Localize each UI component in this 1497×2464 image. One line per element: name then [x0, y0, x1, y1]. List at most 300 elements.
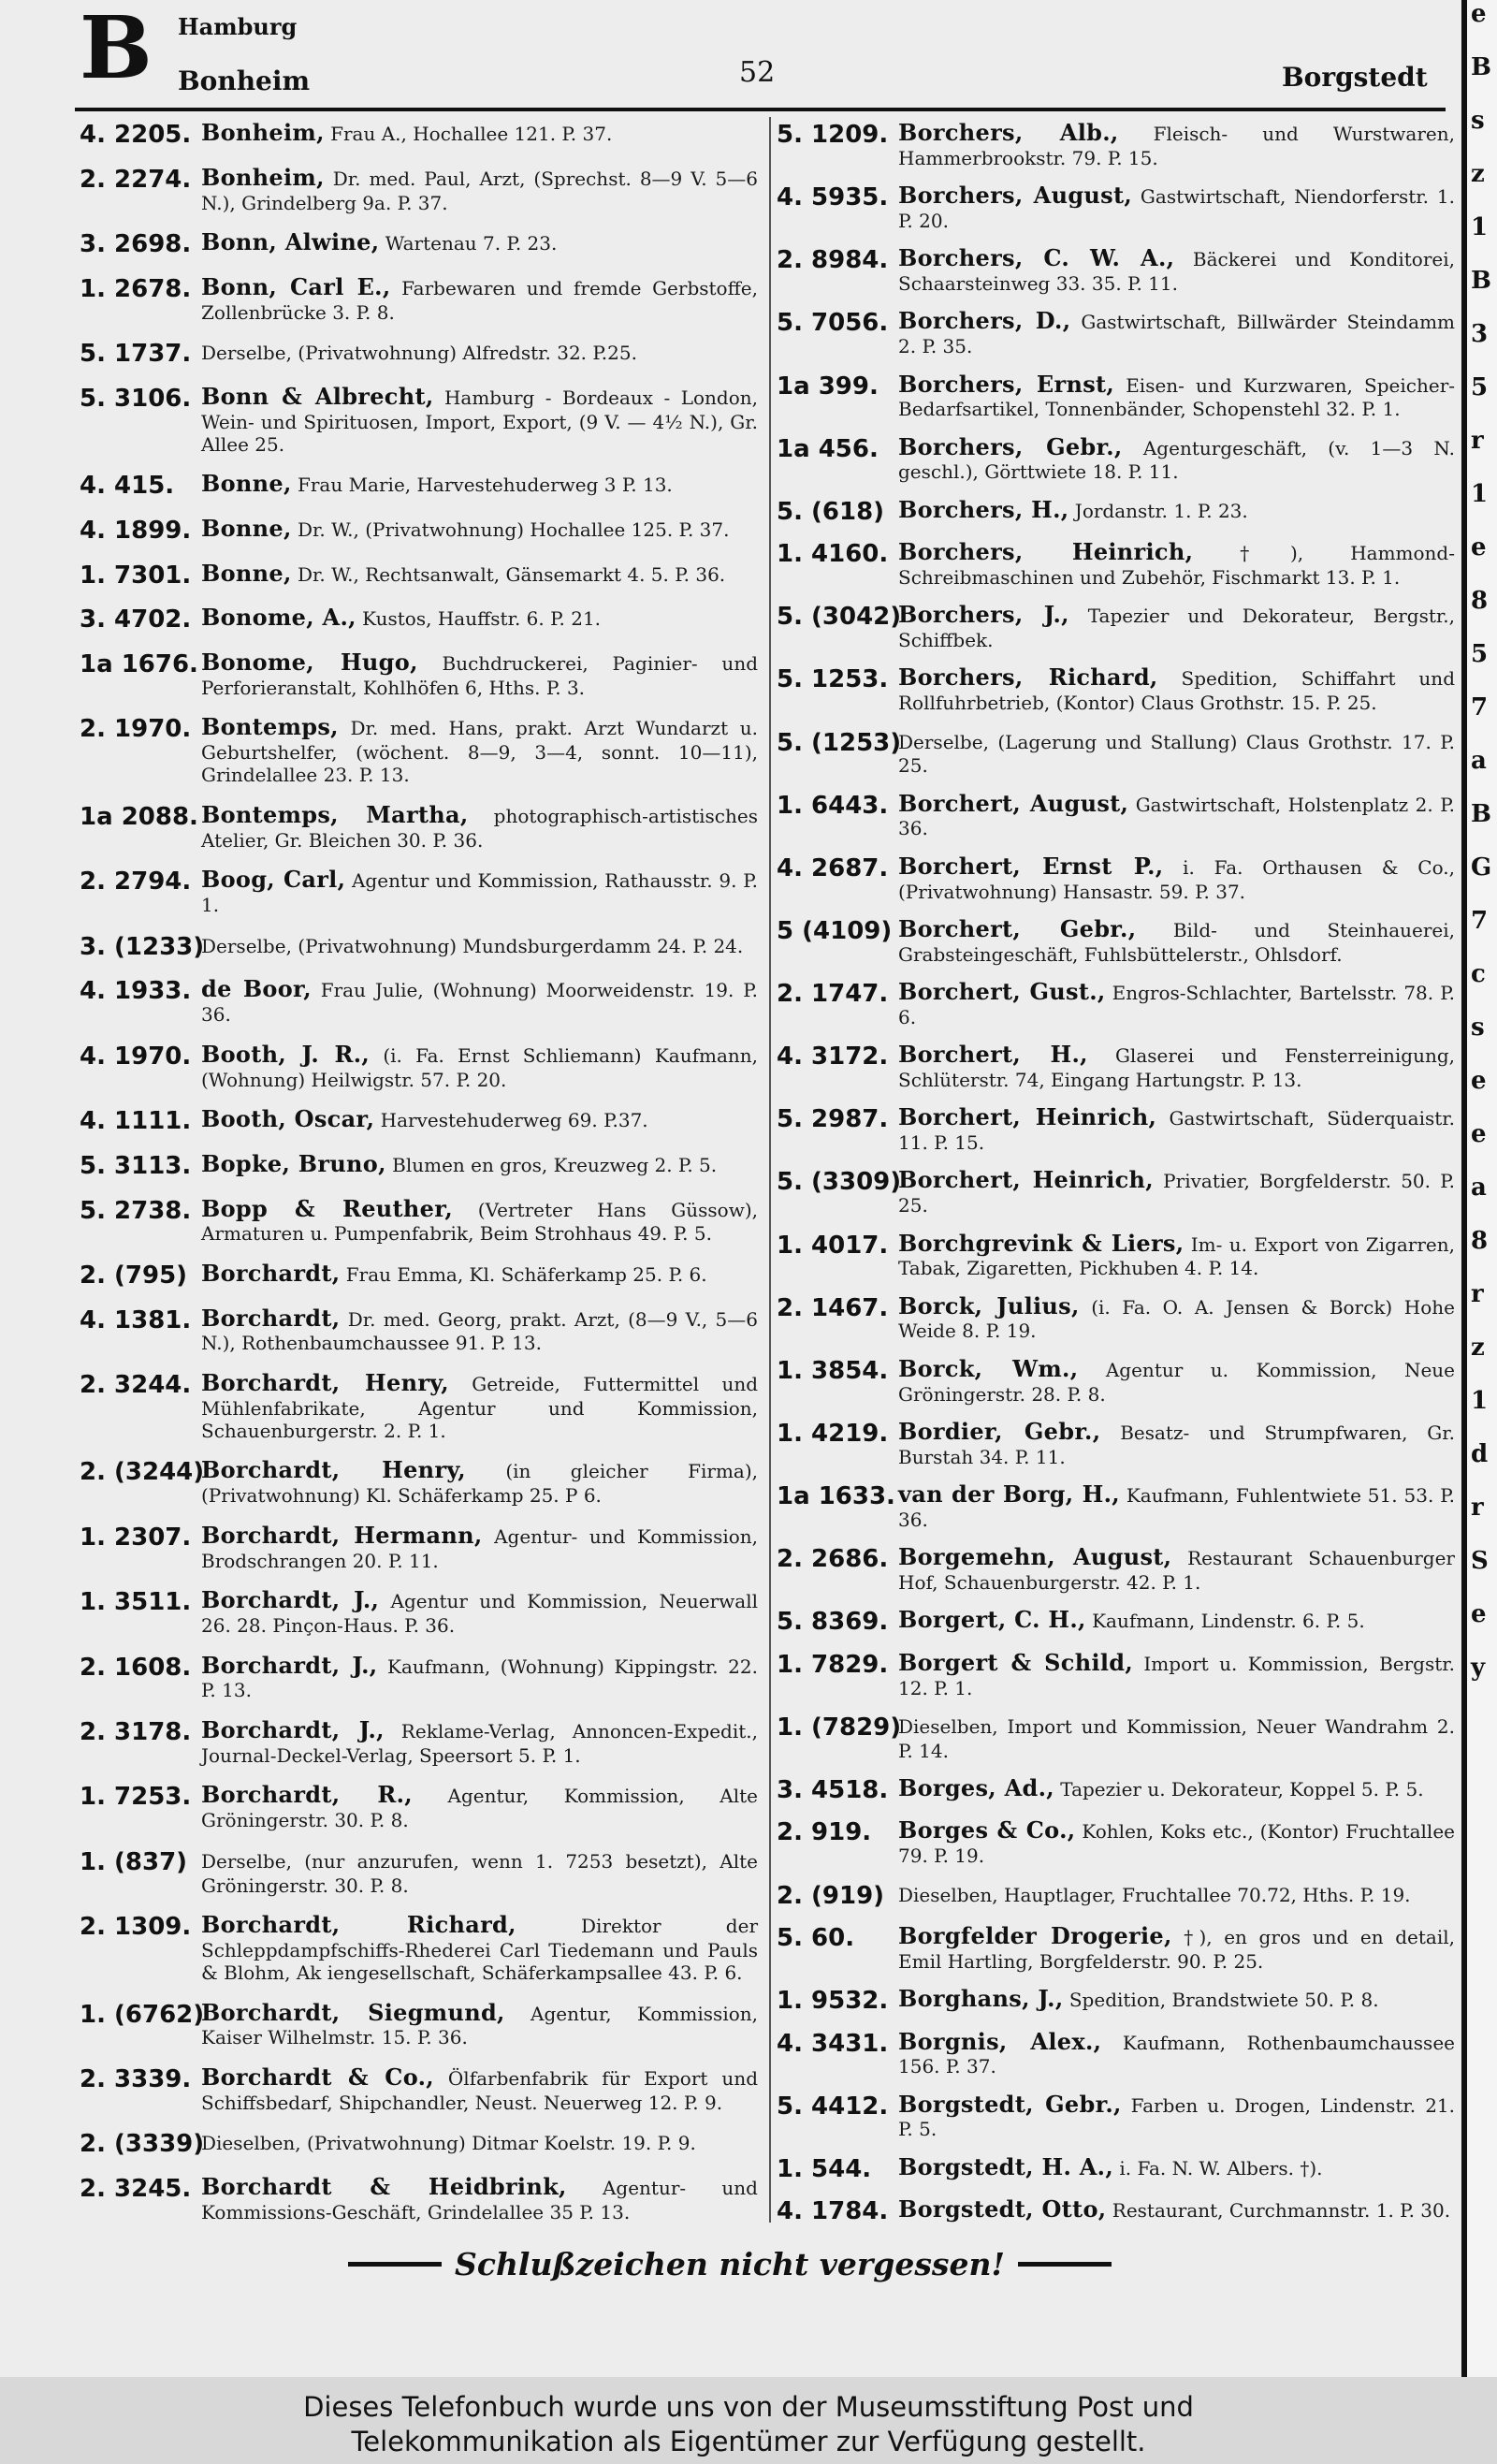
edge-glyph: 8 [1471, 587, 1489, 615]
entry-details: Dr. med. Hans, prakt. Arzt Wundarzt u. Geburtshelfer, (wöchent. 8—9, 3—4, sonnt. 10—11), Grindelallee 23. P. 13. [201, 717, 758, 787]
entry-details: Harvestehuderweg 69. P.37. [374, 1109, 648, 1132]
entry-text [201, 1587, 758, 1637]
phone-number: 2. 3178. [80, 1717, 192, 1746]
phone-number: 5. 2987. [777, 1105, 889, 1134]
entry-name: Borchers, Ernst, [898, 370, 1115, 398]
entry-details: Restaurant, Curchmannstr. 1. P. 30. [1106, 2199, 1451, 2223]
entry-details: Tapezier und Dekorateur, Bergstr., Schiffbek. [898, 605, 1455, 652]
entry-name: Borchgrevink & Liers, [898, 1229, 1185, 1257]
phone-number: 2. 2274. [80, 165, 192, 194]
directory-entry [777, 1042, 1455, 1091]
caption-line-1: Dieses Telefonbuch wurde uns von der Museumsstiftung Post und [303, 2391, 1194, 2423]
entry-name: Bopp & Reuther, [201, 1194, 454, 1222]
header-first-entry: Bonheim [178, 66, 311, 96]
edge-glyph: G [1471, 853, 1492, 882]
entry-name: Bonn, Carl E., [201, 272, 391, 300]
entry-details: (in gleicher Firma), (Privatwohnung) Kl. Schäferkamp 25. P 6. [201, 1460, 758, 1508]
entry-details: i. Fa. N. W. Albers. †). [1112, 2156, 1323, 2180]
entry-name: Bordier, Gebr., [898, 1417, 1101, 1445]
entry-details: Frau Emma, Kl. Schäferkamp 25. P. 6. [340, 1262, 707, 1286]
entry-text [898, 1713, 1455, 1762]
entry-text [898, 1293, 1455, 1343]
entry-name: Borgfelder Drogerie, [898, 1922, 1172, 1949]
entry-details: Tapezier u. Dekorateur, Koppel 5. P. 5. [1054, 1778, 1424, 1801]
entry-details: Reklame-Verlag, Annoncen-Expedit., Journal-Deckel-Verlag, Speersort 5. P. 1. [201, 1719, 758, 1767]
entry-details: Frau A., Hochallee 121. P. 37. [324, 123, 613, 145]
column-divider [769, 117, 771, 2223]
entry-details: Kaufmann, Lindenstr. 6. P. 5. [1085, 1610, 1365, 1633]
entry-text [201, 1717, 758, 1767]
phone-number: 2. 3339. [80, 2064, 192, 2093]
edge-glyph: z [1471, 160, 1485, 188]
edge-glyph: e [1471, 0, 1487, 28]
directory-entry [80, 2129, 758, 2158]
entry-text [201, 274, 758, 324]
edge-glyph: z [1471, 1334, 1485, 1362]
phone-number: 2. 919. [777, 1818, 872, 1847]
entry-text [201, 165, 758, 214]
entry-text [201, 714, 758, 786]
directory-entry [80, 649, 758, 699]
edge-glyph: B [1471, 267, 1491, 295]
directory-entry [80, 867, 758, 916]
phone-number: 1. 6443. [777, 791, 889, 820]
entry-name: Bonne, [201, 514, 292, 542]
entry-name: Borgstedt, Otto, [898, 2195, 1107, 2223]
entry-details: Privatier, Borgfelderstr. 50. P. 25. [898, 1170, 1455, 1217]
phone-number: 1. 2307. [80, 1523, 192, 1552]
directory-entry [80, 1457, 758, 1507]
entry-text [201, 976, 758, 1026]
entry-name: Borchardt, Henry, [201, 1369, 449, 1397]
entry-name: Booth, J. R., [201, 1040, 371, 1068]
directory-entry [80, 2000, 758, 2049]
phone-number: 3. (1233) [80, 932, 205, 961]
footer-dash-right [1018, 2262, 1112, 2267]
phone-number: 4. 1784. [777, 2197, 889, 2226]
entry-details: Farben u. Drogen, Lindenstr. 21. P. 5. [898, 2093, 1455, 2141]
directory-entry [777, 434, 1455, 484]
entry-name: Bontemps, Martha, [201, 800, 469, 828]
directory-entry [80, 516, 758, 545]
entry-name: Bonne, [201, 470, 292, 498]
entry-name: de Boor, [201, 975, 312, 1003]
entry-details: Hamburg - Bordeaux - London, Wein- und Spirituosen, Import, Export, (9 V. — 4½ N.), Gr. Allee 25. [201, 386, 758, 456]
phone-number: 5. (3042) [777, 603, 902, 632]
entry-details: Agentur und Kommission, Rathausstr. 9. P. 1. [201, 869, 758, 917]
footer-notice [0, 2246, 1460, 2282]
entry-text [898, 2092, 1455, 2141]
directory-entry [80, 1912, 758, 1984]
phone-number: 4. 2687. [777, 853, 889, 882]
entry-details: Wartenau 7. P. 23. [379, 232, 558, 255]
phone-number: 1a 456. [777, 434, 879, 463]
entry-name: Borchers, Heinrich, [898, 538, 1194, 566]
entry-details: Dr. W., Rechtsanwalt, Gänsemarkt 4. 5. P. 36. [291, 562, 726, 586]
directory-entry [777, 979, 1455, 1028]
entry-text [898, 1923, 1455, 1973]
entry-details: Derselbe, (Privatwohnung) Mundsburgerdamm 24. P. 24. [201, 934, 744, 957]
entry-details: Agentur- und Kommissions-Geschäft, Grindelallee 35 P. 13. [201, 2177, 758, 2223]
phone-number: 5. (1253) [777, 728, 902, 757]
edge-glyph: e [1471, 1067, 1487, 1095]
entry-text [201, 1151, 758, 1178]
entry-text [898, 1042, 1455, 1091]
directory-entry [80, 1653, 758, 1702]
entry-text [201, 516, 758, 543]
entry-text [201, 1523, 758, 1572]
phone-number: 1. 3511. [80, 1588, 192, 1617]
directory-entry [80, 605, 758, 634]
edge-glyph: e [1471, 533, 1487, 561]
phone-number: 1a 1633. [777, 1482, 895, 1511]
entry-name: Borchardt, [201, 1304, 341, 1332]
directory-entry [777, 728, 1455, 778]
entry-details: Spedition, Brandstwiete 50. P. 8. [1063, 1989, 1379, 2012]
phone-number: 2. (919) [777, 1881, 885, 1910]
directory-entry [777, 1104, 1455, 1154]
directory-entry [777, 1293, 1455, 1343]
directory-entry [777, 2196, 1455, 2225]
phone-number: 1. 7301. [80, 561, 192, 590]
edge-glyph: y [1471, 1654, 1486, 1682]
entry-name: Borchardt, R., [201, 1781, 413, 1809]
directory-entry [777, 791, 1455, 840]
entry-name: Bonn & Albrecht, [201, 382, 434, 410]
edge-glyph: r [1471, 1494, 1484, 1522]
phone-number: 2. 1747. [777, 980, 889, 1009]
directory-entry [80, 165, 758, 214]
phone-number: 5. 1737. [80, 340, 192, 369]
directory-entry [777, 664, 1455, 714]
phone-number: 4. 1933. [80, 977, 192, 1006]
entry-text [898, 1104, 1455, 1154]
phone-number: 1. (6762) [80, 2000, 205, 2029]
entry-details: Gastwirtschaft, Holstenplatz 2. P. 36. [898, 793, 1455, 840]
entry-details: Kaufmann, Rothenbaumchaussee 156. P. 37. [898, 2031, 1455, 2078]
entry-details: Spedition, Schiffahrt und Rollfuhrbetrieb, (Kontor) Claus Grothstr. 15. P. 25. [898, 667, 1455, 715]
edge-glyph: 7 [1471, 907, 1489, 935]
phone-number: 1a 2088. [80, 802, 198, 831]
phone-number: 3. 4702. [80, 605, 192, 634]
entry-text [898, 497, 1455, 524]
header-city: Hamburg [178, 13, 298, 40]
entry-text [201, 802, 758, 852]
phone-number: 4. 1899. [80, 516, 192, 545]
phone-number: 1. (837) [80, 1847, 188, 1876]
phone-number: 4. 1970. [80, 1042, 192, 1071]
entry-name: Borchers, H., [898, 495, 1069, 523]
phone-number: 2. 1608. [80, 1653, 192, 1682]
entry-details: Agentur, Kommission, Alte Gröningerstr. 30. P. 8. [201, 1785, 758, 1832]
entry-text [898, 1775, 1455, 1802]
entry-details: Dr. W., (Privatwohnung) Hochallee 125. P. 37. [291, 518, 730, 541]
entry-text [898, 308, 1455, 357]
phone-number: 2. 2794. [80, 868, 192, 897]
entry-details: photographisch-artistisches Atelier, Gr. Bleichen 30. P. 36. [201, 804, 758, 852]
entry-details: (i. Fa. Ernst Schliemann) Kaufmann, (Wohnung) Heilwigstr. 57. P. 20. [201, 1043, 758, 1091]
entry-text [898, 372, 1455, 421]
directory-entry [777, 2154, 1455, 2183]
entry-name: Borchardt, [201, 1259, 341, 1287]
caption-line-2: Telekommunikation als Eigentümer zur Verfügung gestellt. [351, 2426, 1146, 2458]
phone-number: 2. 3245. [80, 2175, 192, 2204]
entry-text [898, 853, 1455, 903]
edge-glyph: 1 [1471, 480, 1489, 508]
entry-text [898, 1607, 1455, 1634]
entry-details: Dieselben, Import und Kommission, Neuer Wandrahm 2. P. 14. [898, 1714, 1455, 1762]
entry-details: †), en gros und en detail, Emil Hartling, Borgfelderstr. 90. P. 25. [898, 1926, 1455, 1973]
entry-details: Getreide, Futtermittel und Mühlenfabrikate, Agentur und Kommission, Schauenburgerstr. 2. P. 1. [201, 1373, 759, 1442]
entry-text [201, 384, 758, 456]
entry-details: Derselbe, (Lagerung und Stallung) Claus Grothstr. 17. P. 25. [898, 730, 1455, 778]
entry-name: Borchardt, J., [201, 1715, 385, 1743]
directory-entry [80, 1523, 758, 1572]
phone-number: 1. 4160. [777, 540, 889, 569]
phone-number: 5. 3113. [80, 1151, 192, 1180]
entry-details: Agenturgeschäft, (v. 1—3 N. geschl.), Görttwiete 18. P. 11. [898, 436, 1455, 484]
entry-text [898, 2196, 1455, 2223]
phone-number: 3. 2698. [80, 230, 192, 259]
entry-text [898, 979, 1455, 1028]
entry-text [898, 2029, 1455, 2078]
entry-text [201, 1042, 758, 1091]
directory-entry [80, 1587, 758, 1637]
entry-name: Bonne, [201, 559, 292, 587]
entry-text [201, 1196, 758, 1246]
entry-details: Fleisch- und Wurstwaren, Hammerbrookstr. 79. P. 15. [898, 123, 1455, 169]
directory-entry [80, 120, 758, 149]
phone-number: 1. 3854. [777, 1356, 889, 1385]
entry-name: Borghans, J., [898, 1985, 1064, 2013]
entry-text [898, 1356, 1455, 1406]
right-column [777, 120, 1455, 2239]
entry-details: Frau Marie, Harvestehuderweg 3 P. 13. [291, 474, 673, 497]
entry-details: Farbewaren und fremde Gerbstoffe, Zollenbrücke 3. P. 8. [201, 276, 758, 324]
entry-name: Borchert, Ernst P., [898, 852, 1164, 880]
directory-entry [80, 561, 758, 590]
edge-glyph: 3 [1471, 320, 1489, 348]
directory-entry [777, 1817, 1455, 1867]
directory-entry [777, 1167, 1455, 1217]
edge-glyph: 1 [1471, 1387, 1489, 1415]
entry-text [201, 1370, 758, 1442]
directory-entry [777, 2029, 1455, 2078]
edge-glyph: 7 [1471, 693, 1489, 722]
phone-number: 4. 3431. [777, 2029, 889, 2058]
entry-details: Derselbe, (Privatwohnung) Alfredstr. 32. P.25. [201, 342, 637, 365]
entry-details: Agentur, Kommission, Kaiser Wilhelmstr. 15. P. 36. [201, 2002, 758, 2049]
directory-entry [777, 1881, 1455, 1910]
phone-number: 5. 7056. [777, 309, 889, 338]
directory-entry [777, 1607, 1455, 1636]
phone-number: 4. 5935. [777, 183, 889, 212]
edge-glyph: 5 [1471, 640, 1489, 668]
phone-number: 1. 7829. [777, 1650, 889, 1679]
phone-number: 2. 1970. [80, 715, 192, 744]
entry-text [201, 1457, 758, 1507]
phone-number: 5. (618) [777, 497, 885, 526]
directory-entry [777, 853, 1455, 903]
entry-name: Bonheim, [201, 163, 325, 191]
footer-dash-left [348, 2262, 442, 2267]
entry-name: Borck, Wm., [898, 1354, 1079, 1382]
entry-details: Gastwirtschaft, Niendorferstr. 1. P. 20. [898, 185, 1455, 232]
footer-notice-text: Schlußzeichen nicht vergessen! [455, 2246, 1005, 2282]
entry-details: Kustos, Hauffstr. 6. P. 21. [356, 607, 602, 631]
directory-entry [777, 539, 1455, 589]
entry-text [201, 229, 758, 256]
entry-text [898, 728, 1455, 778]
directory-entry [777, 1419, 1455, 1468]
entry-text [898, 1650, 1455, 1699]
entry-details: Agentur und Kommission, Neuerwall 26. 28. Pinçon-Haus. P. 36. [201, 1590, 758, 1637]
entry-name: Bonheim, [201, 119, 325, 146]
entry-details: Dr. med. Paul, Arzt, (Sprechst. 8—9 V. 5—6 N.), Grindelberg 9a. P. 37. [201, 167, 758, 214]
directory-entry [80, 802, 758, 852]
directory-entry [80, 976, 758, 1026]
directory-entry [80, 1782, 758, 1831]
phone-number: 1. 544. [777, 2154, 872, 2183]
phone-number: 2. (795) [80, 1261, 188, 1290]
entry-details: Bild- und Steinhauerei, Grabsteingeschäft, Fuhlsbüttelerstr., Ohlsdorf. [898, 918, 1455, 966]
entry-details: †), Hammond-Schreibmaschinen und Zubehör, Fischmarkt 13. P. 1. [898, 542, 1455, 589]
entry-name: Borchardt & Co., [201, 2063, 434, 2091]
directory-entry [777, 1775, 1455, 1804]
entry-text [898, 1167, 1455, 1217]
phone-number: 1a 399. [777, 372, 879, 401]
entry-text [898, 1817, 1455, 1867]
phone-number: 1. 2678. [80, 274, 192, 303]
entry-details: Kaufmann, Fuhlentwiete 51. 53. P. 36. [898, 1484, 1455, 1531]
entry-details: Frau Julie, (Wohnung) Moorweidenstr. 19. P. 36. [201, 979, 758, 1027]
entry-details: Bäckerei und Konditorei, Schaarsteinweg 33. 35. P. 11. [898, 248, 1455, 296]
entry-name: Booth, Oscar, [201, 1105, 375, 1133]
directory-entry [80, 384, 758, 456]
entry-details: Im- u. Export von Zigarren, Tabak, Zigaretten, Pickhuben 4. P. 14. [898, 1232, 1455, 1280]
edge-glyph: e [1471, 1120, 1487, 1148]
phone-number: 2. (3244) [80, 1458, 205, 1487]
directory-entry [777, 1713, 1455, 1762]
entry-name: Borges, Ad., [898, 1774, 1054, 1801]
directory-entry [777, 497, 1455, 526]
entry-details: Eisen- und Kurzwaren, Speicher-Bedarfsartikel, Tonnenbänder, Schopenstehl 32. P. 1. [898, 373, 1456, 421]
entry-name: Borchardt, Henry, [201, 1456, 466, 1484]
directory-entry [80, 1106, 758, 1135]
entry-text [201, 605, 758, 632]
entry-text [201, 2000, 758, 2049]
entry-text [201, 561, 758, 588]
directory-entry [777, 602, 1455, 651]
entry-name: Borchers, Richard, [898, 663, 1158, 692]
page-header [0, 0, 1460, 112]
directory-entry [777, 1231, 1455, 1280]
entry-details: Direktor der Schleppdampfschiffs-Rhederei Carl Tiedemann und Pauls & Blohm, Ak iengesellschaft, Schäferkampsallee 43. P. 6. [201, 1915, 759, 1984]
entry-name: Borgemehn, August, [898, 1543, 1172, 1571]
entry-name: Borchers, J., [898, 601, 1069, 629]
entry-details: Ölfarbenfabrik für Export und Schiffsbedarf, Shipchandler, Neust. Neuerweg 12. P. 9. [201, 2066, 758, 2114]
phone-number: 4. 1381. [80, 1305, 192, 1334]
directory-entry [80, 1196, 758, 1246]
phone-number: 5. 3106. [80, 384, 192, 413]
entry-name: Borchers, Alb., [898, 119, 1119, 146]
header-rule [75, 108, 1446, 111]
directory-entry [777, 120, 1455, 169]
entry-details: Kohlen, Koks etc., (Kontor) Fruchtallee 79. P. 19. [898, 1820, 1455, 1868]
phone-number: 2. 3244. [80, 1371, 192, 1400]
entry-name: Borchardt & Heidbrink, [201, 2173, 567, 2201]
directory-entry [80, 1370, 758, 1442]
entry-text [201, 932, 758, 959]
entry-details: Gastwirtschaft, Billwärder Steindamm 2. P. 35. [898, 311, 1455, 358]
entry-name: Bonn, Alwine, [201, 228, 380, 256]
entry-text [898, 1419, 1455, 1468]
entry-name: Borgstedt, Gebr., [898, 2090, 1122, 2118]
directory-entry [80, 2064, 758, 2114]
directory-entry [777, 1650, 1455, 1699]
phone-number: 1. (7829) [777, 1713, 902, 1742]
entry-text [898, 791, 1455, 840]
entry-text [201, 471, 758, 498]
entry-text [201, 2129, 758, 2156]
entry-details: Glaserei und Fensterreinigung, Schlüterstr. 74, Eingang Hartungstr. P. 13. [898, 1044, 1455, 1091]
directory-entry [777, 1544, 1455, 1594]
entry-details: Engros-Schlachter, Bartelsstr. 78. P. 6. [898, 982, 1456, 1028]
phone-number: 5. 60. [777, 1924, 855, 1952]
entry-text [201, 120, 758, 147]
entry-text [898, 916, 1455, 966]
entry-details: Derselbe, (nur anzurufen, wenn 1. 7253 besetzt), Alte Gröningerstr. 30. P. 8. [201, 1849, 758, 1897]
entry-details: Kaufmann, (Wohnung) Kippingstr. 22. P. 13. [201, 1655, 758, 1702]
directory-entry [777, 1923, 1455, 1973]
edge-glyph: e [1471, 1600, 1487, 1628]
edge-glyph: 5 [1471, 373, 1489, 401]
entry-details: i. Fa. Orthausen & Co., (Privatwohnung) Hansastr. 59. P. 37. [898, 855, 1455, 903]
phone-number: 5. (3309) [777, 1168, 902, 1197]
entry-text [898, 2154, 1455, 2181]
phone-number: 4. 2205. [80, 121, 192, 149]
phone-number: 5. 4412. [777, 2092, 889, 2121]
directory-entry [80, 339, 758, 368]
directory-entry [80, 471, 758, 500]
entry-details: Besatz- und Strumpfwaren, Gr. Burstah 34. P. 11. [898, 1421, 1455, 1468]
entry-name: Borchardt, Hermann, [201, 1521, 483, 1549]
edge-glyph: d [1471, 1440, 1489, 1468]
entry-text [898, 602, 1455, 651]
directory-entry [80, 932, 758, 961]
edge-glyph: 8 [1471, 1227, 1489, 1255]
phone-number: 2. 1309. [80, 1913, 192, 1942]
entry-name: Bonome, Hugo, [201, 649, 418, 677]
entry-details: (Vertreter Hans Güssow), Armaturen u. Pumpenfabrik, Beim Strohhaus 49. P. 5. [201, 1198, 758, 1246]
entry-name: Bopke, Bruno, [201, 1149, 386, 1177]
entry-text [201, 2064, 758, 2114]
entry-text [898, 245, 1455, 295]
edge-glyph: a [1471, 1174, 1487, 1202]
entry-name: Borchardt, J., [201, 1651, 378, 1679]
phone-number: 3. 4518. [777, 1776, 889, 1804]
entry-name: Borgnis, Alex., [898, 2027, 1102, 2055]
phone-number: 1. 7253. [80, 1783, 192, 1812]
entry-name: Borchardt, Siegmund, [201, 1998, 505, 2026]
directory-entry [80, 1305, 758, 1355]
entry-name: Borchert, Heinrich, [898, 1166, 1154, 1194]
entry-text [898, 120, 1455, 169]
entry-text [201, 1782, 758, 1831]
entry-name: Borgert & Schild, [898, 1648, 1134, 1676]
entry-details: Restaurant Schauenburger Hof, Schauenburgerstr. 42. P. 1. [898, 1547, 1455, 1594]
entry-text [201, 1653, 758, 1702]
